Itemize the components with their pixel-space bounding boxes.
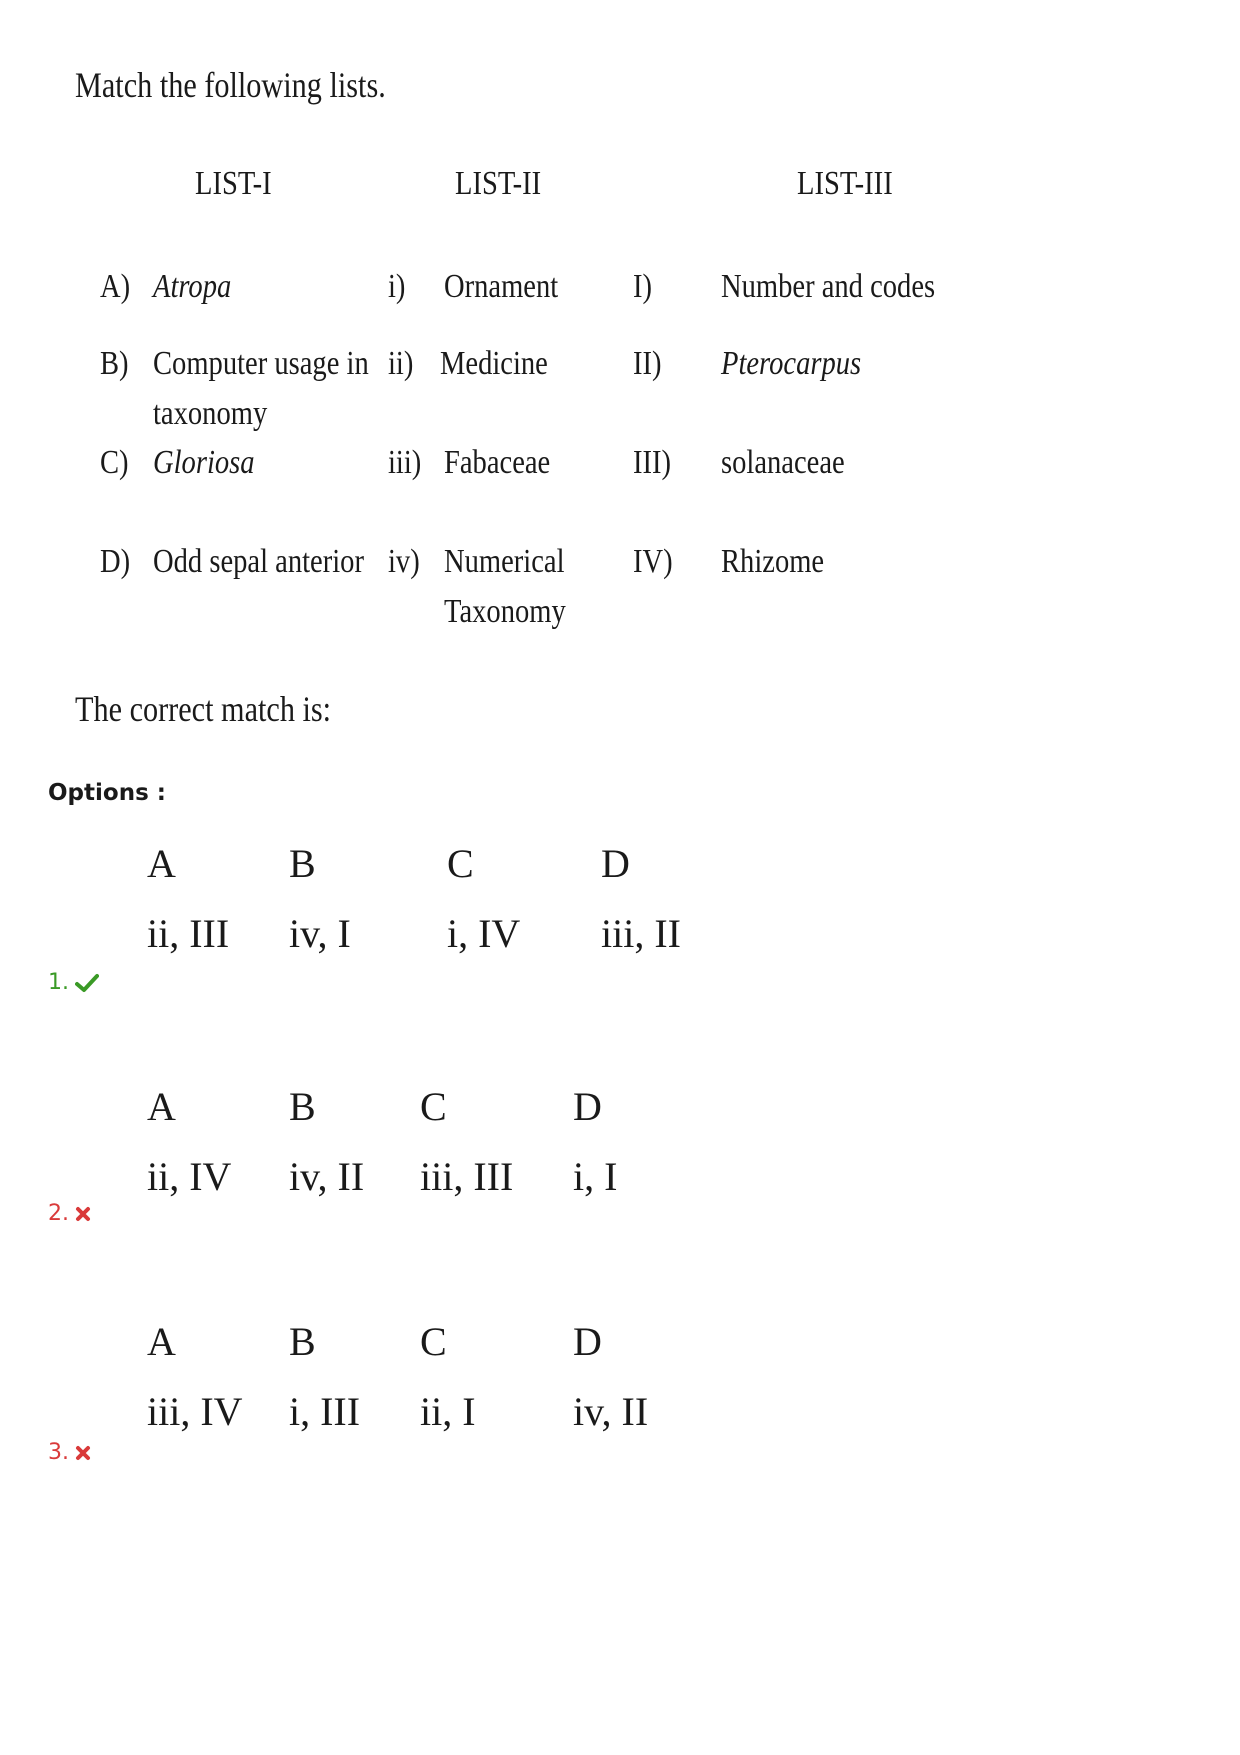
list-2-item-ii: Medicine bbox=[440, 345, 548, 382]
cross-icon bbox=[75, 1445, 91, 1461]
option-1-value-c: i, IV bbox=[447, 911, 521, 956]
list-1-item-a: Atropa bbox=[153, 268, 232, 305]
list-3-key-I: I) bbox=[633, 268, 653, 305]
list-3-item-I: Number and codes bbox=[721, 268, 936, 305]
option-1-number bbox=[48, 970, 99, 995]
list-1-key-b: B) bbox=[100, 345, 129, 382]
option-1-header-a: A bbox=[147, 841, 176, 886]
list-2-key-ii: ii) bbox=[388, 345, 414, 382]
list-1-key-c: C) bbox=[100, 444, 129, 481]
option-1-value-b: iv, I bbox=[289, 911, 351, 956]
list-3-item-II: Pterocarpus bbox=[721, 345, 862, 382]
option-3-header-d: D bbox=[573, 1319, 602, 1364]
list-2-header: LIST-II bbox=[455, 165, 542, 202]
option-1-header-c: C bbox=[447, 841, 474, 886]
list-2-key-iii: iii) bbox=[388, 444, 422, 481]
cross-icon bbox=[75, 1206, 91, 1222]
list-2-item-iv: Numerical bbox=[444, 543, 565, 580]
option-3-number-text: 3. bbox=[48, 1440, 69, 1465]
option-2-value-a: ii, IV bbox=[147, 1154, 232, 1199]
list-1-item-d: Odd sepal anterior bbox=[153, 543, 364, 580]
list-1-item-b: Computer usage in bbox=[153, 345, 369, 382]
option-1-value-d: iii, II bbox=[601, 911, 681, 956]
option-2-value-d: i, I bbox=[573, 1154, 618, 1199]
option-3-value-a: iii, IV bbox=[147, 1389, 243, 1434]
option-3-value-d: iv, II bbox=[573, 1389, 649, 1434]
list-1-header: LIST-I bbox=[195, 165, 272, 202]
option-3-value-b: i, III bbox=[289, 1389, 361, 1434]
list-1-key-d: D) bbox=[100, 543, 131, 580]
option-2-number bbox=[48, 1201, 91, 1226]
option-2-value-c: iii, III bbox=[420, 1154, 514, 1199]
list-1-item-c: Gloriosa bbox=[153, 444, 255, 481]
option-1-header-b: B bbox=[289, 841, 316, 886]
option-2-header-a: A bbox=[147, 1084, 176, 1129]
option-3-header-c: C bbox=[420, 1319, 447, 1364]
option-1-number-text: 1. bbox=[48, 970, 69, 995]
option-1-header-d: D bbox=[601, 841, 630, 886]
option-3-value-c: ii, I bbox=[420, 1389, 476, 1434]
list-1-key-a: A) bbox=[100, 268, 131, 305]
option-2-header-d: D bbox=[573, 1084, 602, 1129]
list-3-header: LIST-III bbox=[797, 165, 893, 202]
option-3-header-a: A bbox=[147, 1319, 176, 1364]
list-2-item-iii: Fabaceae bbox=[444, 444, 551, 481]
list-3-key-III: III) bbox=[633, 444, 672, 481]
list-2-key-iv: iv) bbox=[388, 543, 420, 580]
option-2-header-c: C bbox=[420, 1084, 447, 1129]
list-3-key-IV: IV) bbox=[633, 543, 673, 580]
option-2-value-b: iv, II bbox=[289, 1154, 365, 1199]
question-intro: Match the following lists. bbox=[75, 65, 386, 105]
option-2-number-text: 2. bbox=[48, 1201, 69, 1226]
list-3-item-IV: Rhizome bbox=[721, 543, 825, 580]
list-2-item-iv-line2: Taxonomy bbox=[444, 593, 566, 630]
option-1-value-a: ii, III bbox=[147, 911, 230, 956]
list-3-item-III: solanaceae bbox=[721, 444, 845, 481]
list-1-item-b-line2: taxonomy bbox=[153, 395, 268, 432]
list-2-item-i: Ornament bbox=[444, 268, 559, 305]
list-3-key-II: II) bbox=[633, 345, 662, 382]
question-closing: The correct match is: bbox=[75, 689, 332, 729]
check-icon bbox=[75, 973, 99, 993]
option-2-header-b: B bbox=[289, 1084, 316, 1129]
list-2-key-i: i) bbox=[388, 268, 406, 305]
option-3-header-b: B bbox=[289, 1319, 316, 1364]
option-3-number bbox=[48, 1440, 91, 1465]
options-label: Options : bbox=[48, 780, 166, 806]
